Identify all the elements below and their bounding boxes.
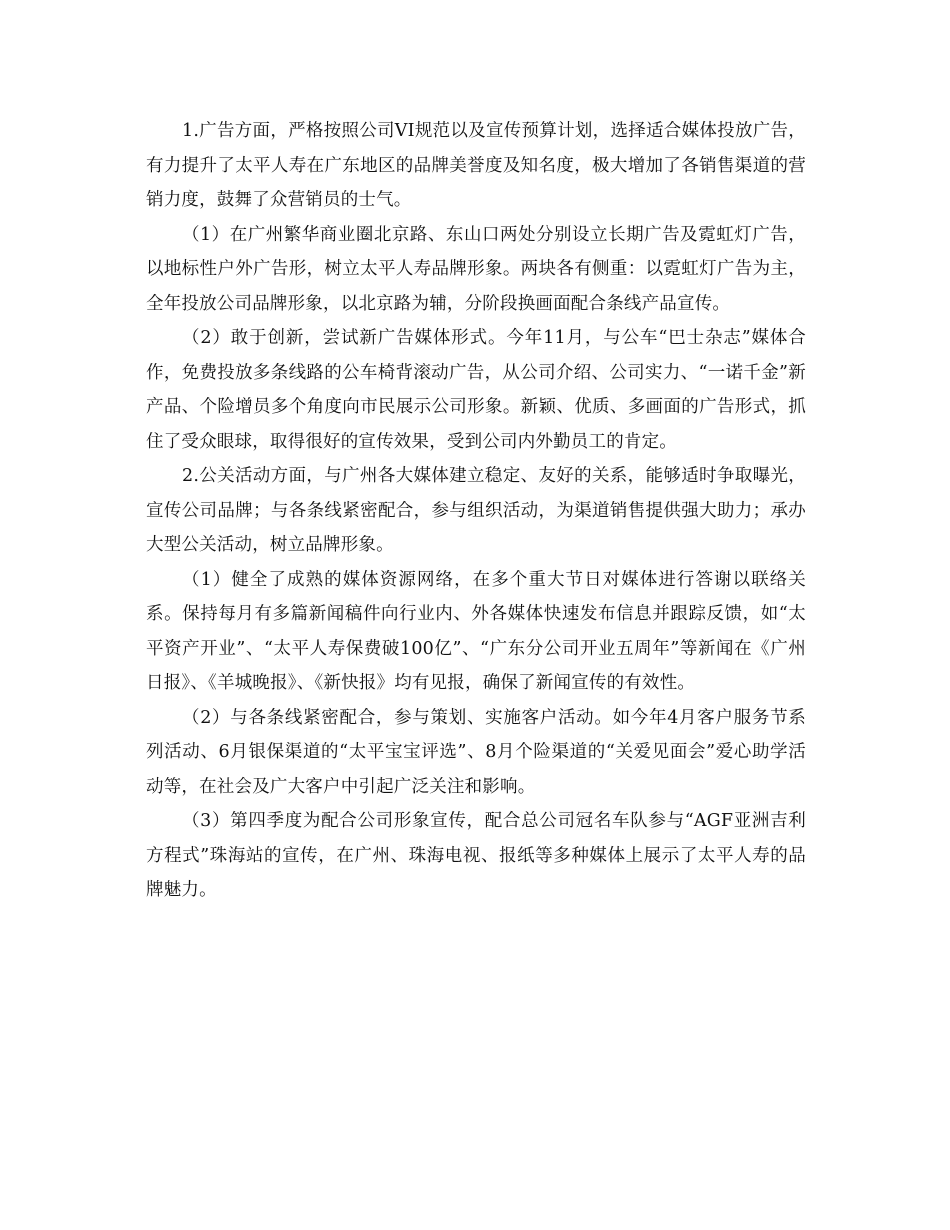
paragraph-pr-item-2: （2）与各条线紧密配合，参与策划、实施客户活动。如今年4月客户服务节系列活动、6月银保渠道的“太平宝宝评选”、8月个险渠道的“关爱见面会”爱心助学活动等，在社会及广大客户中引起广泛关注和影响。 <box>146 707 806 797</box>
paragraph-advertising-item-2: （2）敢于创新，尝试新广告媒体形式。今年11月，与公车“巴士杂志”媒体合作，免费投放多条线路的公车椅背滚动广告，从公司介绍、公司实力、“一诺千金”新产品、个险增员多个角度向市民展示公司形象。新颖、优质、多画面的广告形式，抓住了受众眼球，取得很好的宣传效果，受到公司内外勤员工的肯定。 <box>146 328 806 452</box>
paragraph-pr-item-3: （3）第四季度为配合公司形象宣传，配合总公司冠名车队参与“AGF亚洲吉利方程式”珠海站的宣传，在广州、珠海电视、报纸等多种媒体上展示了太平人寿的品牌魅力。 <box>146 811 806 900</box>
paragraph-pr: 2.公关活动方面，与广州各大媒体建立稳定、友好的关系，能够适时争取曝光，宣传公司品牌；与各条线紧密配合，参与组织活动，为渠道销售提供强大助力；承办大型公关活动，树立品牌形象。 <box>146 466 806 555</box>
paragraph-advertising: 1.广告方面，严格按照公司VI规范以及宣传预算计划，选择适合媒体投放广告，有力提升了太平人寿在广东地区的品牌美誉度及知名度，极大增加了各销售渠道的营销力度，鼓舞了众营销员的士气。 <box>146 121 806 210</box>
paragraph-advertising-item-1: （1）在广州繁华商业圈北京路、东山口两处分别设立长期广告及霓虹灯广告，以地标性户外广告形，树立太平人寿品牌形象。两块各有侧重：以霓虹灯广告为主，全年投放公司品牌形象，以北京路为辅，分阶段换画面配合条线产品宣传。 <box>146 224 806 314</box>
document-body <box>146 114 806 908</box>
paragraph-pr-item-1: （1）健全了成熟的媒体资源网络，在多个重大节日对媒体进行答谢以联络关系。保持每月有多篇新闻稿件向行业内、外各媒体快速发布信息并跟踪反馈，如“太平资产开业”、“太平人寿保费破100亿”、“广东分公司开业五周年”等新闻在《广州日报》、《羊城晚报》、《新快报》均有见报，确保了新闻宣传的有效性。 <box>146 569 806 693</box>
